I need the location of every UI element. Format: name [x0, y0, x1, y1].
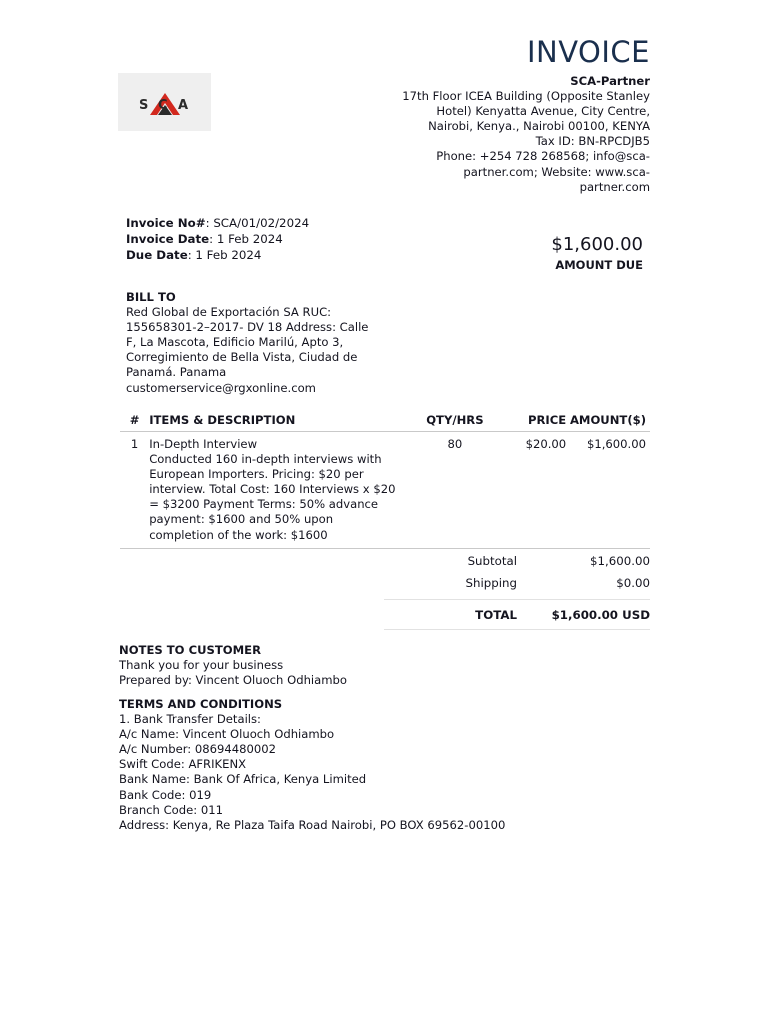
amount-due-value: $1,600.00: [551, 234, 643, 255]
col-header-amount: AMOUNT($): [566, 410, 650, 432]
items-table-header: [120, 410, 650, 432]
subtotal-label: Subtotal: [467, 554, 517, 568]
bill-to-block: [126, 290, 396, 396]
item-description-line: European Importers. Pricing: $20 per: [149, 467, 364, 482]
col-header-price: PRICE: [490, 410, 567, 432]
terms-line: A/c Number: 08694480002: [119, 742, 276, 757]
bill-to-line: Corregimiento de Bella Vista, Ciudad de: [126, 350, 358, 365]
row-num: 1: [120, 432, 149, 549]
item-description-line: payment: $1600 and 50% upon: [149, 512, 334, 527]
item-description-line: = $3200 Payment Terms: 50% advance: [149, 497, 379, 512]
company-tax-id: Tax ID: BN-RPCDJB5: [535, 134, 650, 149]
svg-text:A: A: [178, 98, 189, 113]
item-description-line: completion of the work: $1600: [149, 527, 328, 542]
item-description-line: interview. Total Cost: 160 Interviews x $20: [149, 482, 396, 497]
invoice-number: [126, 215, 309, 231]
due-date: [126, 247, 309, 263]
terms-line: 1. Bank Transfer Details:: [119, 712, 261, 727]
amount-due-block: [520, 233, 643, 273]
bill-to-line: Panamá. Panama: [126, 365, 227, 380]
invoice-date-label: Invoice Date: [126, 232, 210, 247]
row-price: $20.00: [490, 432, 567, 549]
company-contact-line: partner.com: [579, 179, 650, 194]
company-contact-line: partner.com; Website: www.sca-: [463, 164, 650, 179]
terms-line: Bank Code: 019: [119, 787, 212, 802]
subtotal-value: $1,600.00: [589, 554, 650, 568]
terms-line: Branch Code: 011: [119, 802, 223, 817]
invoice-date: [126, 231, 309, 247]
notes-heading: NOTES TO CUSTOMER: [119, 643, 261, 657]
company-address-line: Nairobi, Kenya., Nairobi 00100, KENYA: [428, 119, 650, 134]
amount-due-label: AMOUNT DUE: [555, 258, 643, 272]
total-label: TOTAL: [475, 607, 517, 622]
terms-line: A/c Name: Vincent Oluoch Odhiambo: [119, 727, 335, 742]
row-qty: 80: [420, 432, 489, 549]
row-description: [149, 432, 420, 549]
col-header-qty: QTY/HRS: [420, 410, 489, 432]
invoice-number-value: : SCA/01/02/2024: [205, 216, 310, 230]
company-logo: [118, 73, 211, 131]
bill-to-line: 155658301-2–2017- DV 18 Address: Calle: [126, 320, 369, 335]
invoice-number-label: Invoice No#: [126, 216, 206, 230]
company-info: [360, 74, 650, 195]
company-address-line: Hotel) Kenyatta Avenue, City Centre,: [436, 104, 650, 119]
bill-to-line: Red Global de Exportación SA RUC:: [126, 305, 332, 320]
bill-to-heading: BILL TO: [126, 290, 176, 304]
notes-line: Thank you for your business: [119, 658, 284, 673]
row-amount: $1,600.00: [566, 432, 650, 549]
due-date-label: Due Date: [126, 248, 188, 263]
col-header-num: #: [120, 410, 149, 432]
subtotal-row: [384, 550, 650, 572]
company-address-line: 17th Floor ICEA Building (Opposite Stanley: [402, 89, 650, 104]
terms-line: Bank Name: Bank Of Africa, Kenya Limited: [119, 772, 367, 787]
company-name: SCA-Partner: [570, 74, 650, 88]
totals-block: [384, 550, 650, 630]
item-title: In-Depth Interview: [149, 437, 258, 451]
svg-text:C: C: [158, 98, 168, 113]
items-table: [120, 410, 650, 549]
shipping-value: $0.00: [616, 576, 650, 590]
terms-line: Address: Kenya, Re Plaza Taifa Road Nairobi, PO BOX 69562-00100: [119, 817, 506, 832]
bill-to-email: customerservice@rgxonline.com: [126, 380, 316, 395]
shipping-label: Shipping: [465, 576, 517, 590]
due-date-value: : 1 Feb 2024: [187, 248, 262, 263]
bill-to-line: F, La Mascota, Edificio Marilú, Apto 3,: [126, 335, 344, 350]
sca-logo-icon: [138, 89, 192, 117]
terms-block: [119, 697, 639, 833]
company-contact-line: Phone: +254 728 268568; info@sca-: [436, 149, 650, 164]
item-description-line: Conducted 160 in-depth interviews with: [149, 452, 382, 467]
col-header-description: ITEMS & DESCRIPTION: [149, 410, 420, 432]
svg-text:S: S: [139, 98, 149, 113]
terms-heading: TERMS AND CONDITIONS: [119, 697, 283, 711]
total-value: $1,600.00 USD: [551, 607, 650, 622]
table-row: [120, 432, 650, 549]
invoice-meta: [126, 215, 309, 264]
invoice-title: INVOICE: [526, 35, 650, 69]
notes-block: [119, 643, 599, 688]
notes-line: Prepared by: Vincent Oluoch Odhiambo: [119, 673, 347, 688]
total-row: [384, 599, 650, 630]
terms-line: Swift Code: AFRIKENX: [119, 757, 247, 772]
shipping-row: [384, 572, 650, 594]
invoice-date-value: : 1 Feb 2024: [209, 232, 283, 247]
